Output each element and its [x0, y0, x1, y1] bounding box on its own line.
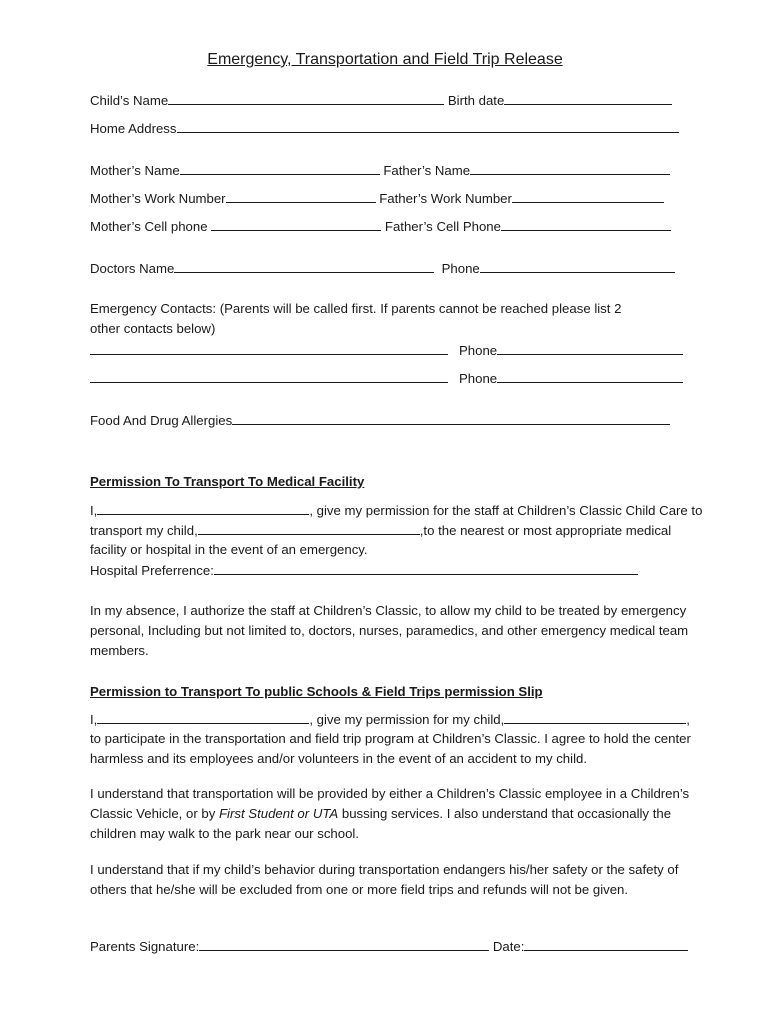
child-name-field[interactable] [168, 90, 444, 105]
transport-text-a: I understand that transportation will be provided by either a Children’s Classic employee in a Children’s Classic Vehicle, or by [90, 786, 690, 821]
emergency-contact-2-field[interactable] [90, 368, 448, 383]
doctor-name-label: Doctors Name [90, 261, 175, 276]
mother-cell-field[interactable] [211, 216, 381, 231]
mother-work-field[interactable] [226, 188, 376, 203]
emergency-phone-2-label: Phone [459, 371, 498, 386]
behavior-paragraph: I understand that if my child’s behavior during transportation endangers his/her safety or the safety of others that he/she will be excluded from one or more field trips and refunds will not be given. [90, 862, 679, 897]
transport-text-b: bussing services. I also understand that occasionally the children may walk to the park near our school. [90, 806, 672, 841]
birth-date-label: Birth date [447, 93, 505, 108]
home-address-label: Home Address [90, 121, 177, 136]
mother-work-label: Mother’s Work Number [90, 191, 226, 206]
fieldtrip-parent-field[interactable] [97, 709, 309, 724]
fieldtrip-paragraph: to participate in the transportation and field trip program at Children’s Classic. I agree to hold the center harmless and its employees and/or volunteers in the event of an accident to my child. [90, 731, 691, 766]
emergency-row [90, 299, 690, 319]
hospital-field[interactable] [214, 560, 638, 575]
emergency-contact-1-field[interactable] [90, 340, 448, 355]
signature-row [90, 936, 690, 957]
emergency-contact-2 [90, 368, 690, 389]
date-label: Date: [492, 939, 525, 954]
mother-name-label: Mother’s Name [90, 163, 180, 178]
fieldtrip-i-label: I, [90, 712, 98, 727]
fieldtrip-child-field[interactable] [504, 709, 686, 724]
fieldtrip-line-1 [90, 709, 690, 730]
parent-name-field[interactable] [97, 500, 309, 515]
transport-child-label: transport my child, [90, 523, 198, 538]
emergency-label: Emergency Contacts [90, 301, 213, 316]
doctor-phone-label: Phone [441, 261, 480, 276]
fieldtrip-permission-text: , give my permission for my child, [309, 712, 505, 727]
father-work-field[interactable] [512, 188, 664, 203]
hospital-row [90, 560, 690, 581]
father-name-field[interactable] [470, 160, 670, 175]
emergency-note-2: other contacts below) [90, 321, 216, 336]
emergency-note: : (Parents will be called first. If parents cannot be reached please list 2 [212, 301, 622, 316]
form-title: Emergency, Transportation and Field Trip Release [207, 51, 563, 68]
father-work-label: Father’s Work Number [379, 191, 512, 206]
mother-cell-label: Mother’s Cell phone [90, 219, 208, 234]
date-field[interactable] [524, 936, 688, 951]
parents-name-row [90, 160, 690, 181]
mother-name-field[interactable] [180, 160, 380, 175]
child-name-label: Child’s Name [90, 93, 169, 108]
father-name-label: Father’s Name [383, 163, 471, 178]
fieldtrip-heading: Permission to Transport To public Schools & Field Trips permission Slip [90, 684, 543, 699]
absence-paragraph: In my absence, I authorize the staff at Children’s Classic, to allow my child to be treated by emergency personal, Including but not limited to, doctors, nurses, paramedics, and other emergency medical team members. [90, 603, 689, 658]
father-cell-field[interactable] [501, 216, 671, 231]
medical-child-field[interactable] [198, 520, 420, 535]
emergency-phone-2-field[interactable] [497, 368, 683, 383]
medical-permission-text: , give my permission for the staff at Children’s Classic Child Care to [309, 503, 703, 518]
medical-heading: Permission To Transport To Medical Facility [90, 474, 365, 489]
transport-providers: First Student or UTA [219, 806, 339, 821]
doctor-row [90, 258, 690, 279]
doctor-phone-field[interactable] [480, 258, 675, 273]
medical-line-1 [90, 500, 703, 521]
signature-field[interactable] [199, 936, 489, 951]
birth-date-field[interactable] [504, 90, 672, 105]
emergency-phone-1-field[interactable] [497, 340, 683, 355]
doctor-name-field[interactable] [174, 258, 434, 273]
father-cell-label: Father’s Cell Phone [384, 219, 501, 234]
cell-phone-row [90, 216, 690, 237]
medical-i-label: I, [90, 503, 98, 518]
signature-label: Parents Signature: [90, 939, 200, 954]
address-row [90, 118, 690, 139]
child-row [90, 90, 690, 111]
hospital-label: Hospital Preferrence: [90, 563, 214, 578]
allergies-field[interactable] [232, 410, 670, 425]
emergency-contact-1 [90, 340, 690, 361]
work-number-row [90, 188, 690, 209]
medical-line-3: facility or hospital in the event of an emergency. [90, 542, 368, 557]
transport-paragraph [90, 784, 695, 844]
fieldtrip-comma: , [686, 712, 690, 727]
nearest-facility-text: ,to the nearest or most appropriate medical [419, 523, 672, 538]
medical-line-2 [90, 520, 690, 541]
home-address-field[interactable] [177, 118, 679, 133]
allergies-row [90, 410, 690, 431]
allergies-label: Food And Drug Allergies [90, 413, 233, 428]
emergency-phone-1-label: Phone [459, 343, 498, 358]
